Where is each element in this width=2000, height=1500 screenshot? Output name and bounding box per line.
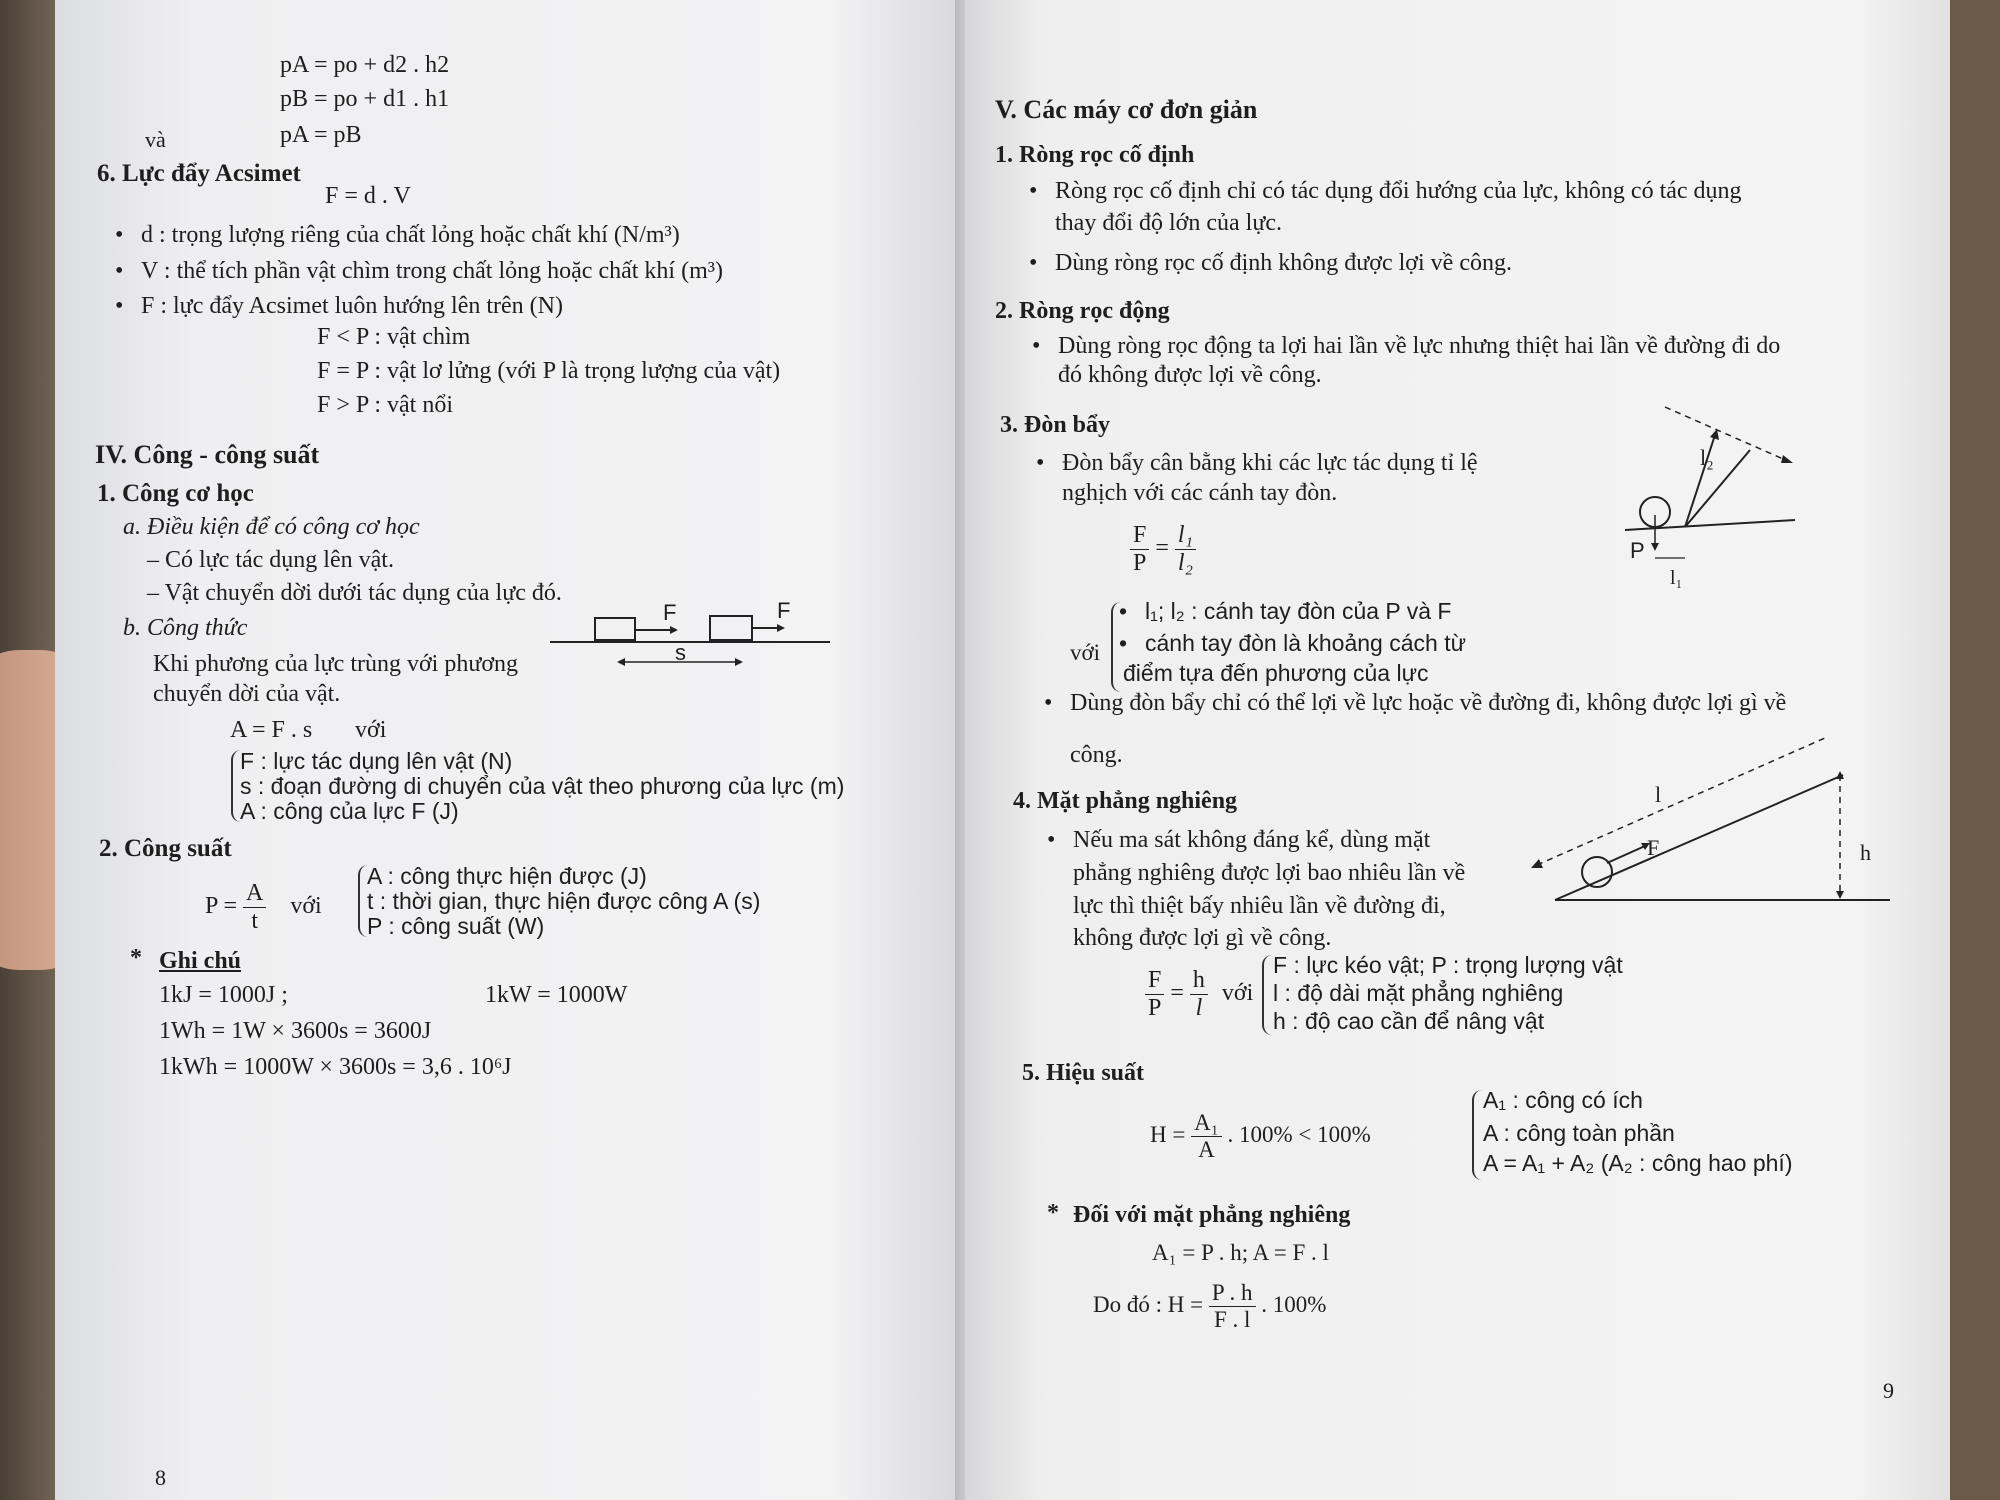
incline-eff-rest: . 100%	[1261, 1291, 1327, 1317]
lever-diagram-l2: l₂	[1700, 445, 1714, 470]
subsection-formula: b. Công thức	[123, 615, 248, 641]
legend-power-p: P : công suất (W)	[367, 913, 545, 939]
with-word: với	[355, 717, 387, 743]
bullet-d: • d : trọng lượng riêng của chất lỏng hoặc chất khí (N/m³)	[141, 222, 680, 249]
incline-equals: =	[1170, 980, 1190, 1007]
efficiency-incline-formula	[1093, 1280, 1326, 1333]
lever-line-4: công.	[1070, 742, 1123, 768]
bullet-f: • F : lực đẩy Acsimet luôn hướng lên trên (N)	[141, 293, 563, 320]
incline-l: l	[1195, 995, 1203, 1021]
incline-line-2: phẳng nghiêng được lợi bao nhiêu lần về	[1073, 860, 1466, 886]
condition-sink: F < P : vật chìm	[317, 324, 471, 350]
condition-force: – Có lực tác dụng lên vật.	[147, 547, 394, 573]
work-relations: A₁ = P . h; A = F . l	[1152, 1240, 1329, 1265]
right-page	[965, 0, 1950, 1500]
section-mechanical-work: 1. Công cơ học	[97, 480, 254, 507]
diagram-distance: s	[675, 640, 686, 665]
fixed-pulley-line-2: thay đổi độ lớn của lực.	[1055, 210, 1282, 236]
condition-suspend: F = P : vật lơ lửng (với P là trọng lượng của vật)	[317, 358, 781, 384]
diagram-force-2: F	[777, 598, 791, 623]
incline-frac-left	[1145, 967, 1164, 1022]
formula-archimedes: F = d . V	[325, 183, 411, 209]
section-movable-pulley: 2. Ròng rọc động	[995, 298, 1170, 324]
legend-power-work: A : công thực hiện được (J)	[367, 863, 647, 889]
paragraph-line-1: Khi phương của lực trùng với phương	[153, 651, 519, 677]
power-denominator: t	[251, 908, 258, 934]
therefore-label: Do đó : H =	[1093, 1291, 1204, 1317]
lever-formula	[1130, 522, 1196, 577]
incline-legend-2: l : độ dài mặt phẳng nghiêng	[1273, 980, 1564, 1006]
note-star: *	[130, 945, 142, 971]
equation-pb: pB = po + d1 . h1	[280, 86, 450, 112]
lever-fraction-right	[1175, 522, 1196, 577]
work-formula: A = F . s	[230, 717, 313, 743]
lever-legend-2: • cánh tay đòn là khoảng cách từ	[1145, 630, 1466, 657]
efficiency-rest: . 100% < 100%	[1227, 1121, 1371, 1147]
movable-pulley-line-1: • Dùng ròng rọc động ta lợi hai lần về lực nhưng thiệt hai lần về đường đi do	[1058, 333, 1780, 360]
efficiency-num: A₁	[1191, 1110, 1222, 1137]
incline-with: với	[1221, 980, 1254, 1007]
left-page	[55, 0, 965, 1500]
efficiency-formula	[1150, 1110, 1371, 1163]
legend-distance: s : đoạn đường di chuyển của vật theo phương của lực (m)	[240, 773, 845, 799]
power-formula	[205, 880, 322, 935]
efficiency-fraction	[1191, 1110, 1222, 1163]
movable-pulley-line-2: đó không được lợi về công.	[1058, 362, 1322, 388]
efficiency-legend-1: A₁ : công có ích	[1483, 1087, 1643, 1113]
note-star-right: *	[1047, 1200, 1059, 1226]
lever-equals: =	[1155, 535, 1175, 562]
lever-legend-1: • l₁; l₂ : cánh tay đòn của P và F	[1145, 598, 1451, 625]
efficiency-den: A	[1198, 1137, 1215, 1162]
and-word: và	[145, 127, 166, 152]
incline-diagram-f: F	[1647, 835, 1660, 860]
power-lhs: P =	[205, 893, 237, 920]
lever-l2: l₂	[1177, 550, 1193, 576]
brace-efficiency	[1472, 1090, 1482, 1180]
legend-work: A : công của lực F (J)	[240, 798, 459, 824]
section-work-power: IV. Công - công suất	[95, 440, 320, 469]
efficiency-lhs: H =	[1150, 1121, 1186, 1147]
fixed-pulley-line-3: • Dùng ròng rọc cố định không được lợi về công.	[1055, 250, 1512, 277]
incline-eff-num: P . h	[1209, 1280, 1256, 1307]
efficiency-legend-3: A = A₁ + A₂ (A₂ : công hao phí)	[1483, 1150, 1793, 1176]
lever-diagram	[1625, 395, 1800, 595]
note-wh: 1Wh = 1W × 3600s = 3600J	[159, 1018, 432, 1044]
lever-with: với	[1070, 640, 1101, 665]
incline-diagram-h: h	[1860, 840, 1871, 865]
lever-p: P	[1133, 550, 1147, 576]
power-numerator: A	[243, 880, 266, 908]
section-simple-machines: V. Các máy cơ đơn giản	[995, 95, 1258, 124]
lever-f: F	[1130, 522, 1149, 550]
lever-line-3: • Dùng đòn bẩy chỉ có thể lợi về lực hoặc về đường đi, không được lợi gì về	[1070, 690, 1786, 717]
lever-diagram-l1: l₁	[1670, 567, 1683, 589]
legend-power-time: t : thời gian, thực hiện được công A (s)	[367, 888, 761, 914]
incline-diagram	[1525, 735, 1900, 910]
section-lever: 3. Đòn bẩy	[1000, 412, 1111, 438]
incline-f: F	[1145, 967, 1164, 995]
equation-equal: pA = pB	[280, 122, 362, 148]
page-number-left: 8	[155, 1465, 166, 1490]
page-number-right: 9	[1883, 1378, 1894, 1403]
subsection-conditions: a. Điều kiện để có công cơ học	[123, 514, 420, 540]
lever-fraction-left	[1130, 522, 1149, 577]
equation-pa: pA = po + d2 . h2	[280, 52, 450, 78]
incline-eff-den: F . l	[1213, 1307, 1251, 1332]
lever-diagram-p: P	[1630, 538, 1645, 563]
bullet-v: • V : thể tích phần vật chìm trong chất lỏng hoặc chất khí (m³)	[141, 258, 723, 285]
power-with: với	[290, 893, 322, 920]
section-power: 2. Công suất	[99, 835, 232, 862]
incline-h: h	[1190, 967, 1208, 995]
incline-line-4: không được lợi gì về công.	[1073, 925, 1332, 951]
brace-incline	[1262, 955, 1272, 1035]
efficiency-legend-2: A : công toàn phần	[1483, 1120, 1675, 1146]
note-kwh: 1kWh = 1000W × 3600s = 3,6 . 10⁶J	[159, 1054, 512, 1080]
work-diagram	[545, 600, 835, 710]
incline-legend-1: F : lực kéo vật; P : trọng lượng vật	[1273, 952, 1623, 978]
power-fraction	[243, 880, 266, 935]
incline-frac-right	[1190, 967, 1208, 1022]
note-kw: 1kW = 1000W	[485, 982, 628, 1008]
section-efficiency: 5. Hiệu suất	[1022, 1060, 1145, 1086]
incline-formula	[1145, 967, 1253, 1022]
section-incline: 4. Mặt phẳng nghiêng	[1013, 788, 1238, 814]
lever-l1: l₁	[1175, 522, 1196, 550]
incline-eff-fraction	[1209, 1280, 1256, 1333]
lever-line-2: nghịch với các cánh tay đòn.	[1062, 480, 1338, 506]
section-fixed-pulley: 1. Ròng rọc cố định	[995, 142, 1195, 168]
incline-diagram-l: l	[1655, 782, 1662, 807]
lever-legend-3: điểm tựa đến phương của lực	[1123, 660, 1429, 686]
diagram-force-1: F	[663, 600, 677, 625]
note-kj: 1kJ = 1000J ;	[159, 982, 288, 1008]
condition-displacement: – Vật chuyển dời dưới tác dụng của lực đó.	[147, 580, 562, 606]
fixed-pulley-line-1: • Ròng rọc cố định chỉ có tác dụng đổi hướng của lực, không có tác dụng	[1055, 178, 1742, 205]
note-heading: Ghi chú	[159, 948, 242, 974]
legend-force: F : lực tác dụng lên vật (N)	[240, 748, 513, 774]
lever-line-1: • Đòn bẩy cân bằng khi các lực tác dụng tỉ lệ	[1062, 450, 1478, 477]
incline-line-1: • Nếu ma sát không đáng kể, dùng mặt	[1073, 827, 1430, 854]
incline-p: P	[1148, 995, 1162, 1021]
incline-line-3: lực thì thiệt bấy nhiêu lần về đường đi,	[1073, 893, 1446, 919]
paragraph-line-2: chuyển dời của vật.	[153, 681, 341, 707]
incline-legend-3: h : độ cao cần để nâng vật	[1273, 1008, 1545, 1034]
note-incline: Đối với mặt phẳng nghiêng	[1073, 1202, 1351, 1228]
section-archimedes: 6. Lực đẩy Acsimet	[97, 160, 301, 187]
condition-float: F > P : vật nổi	[317, 392, 453, 418]
